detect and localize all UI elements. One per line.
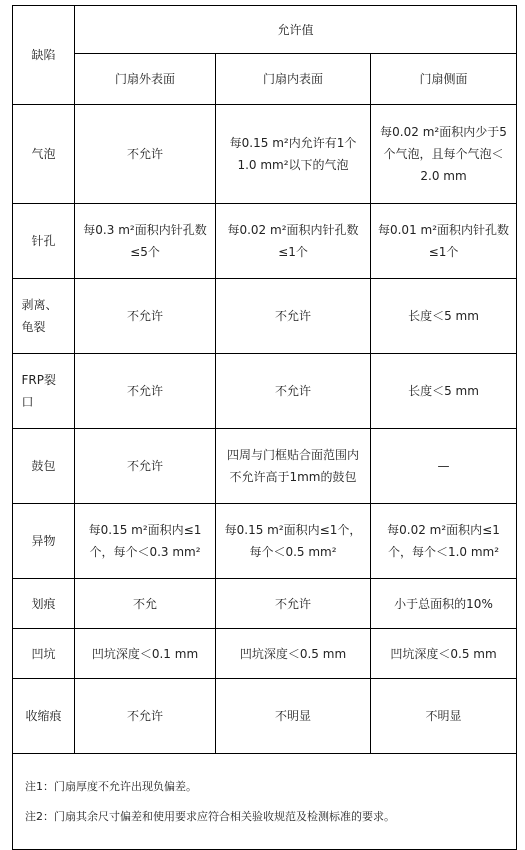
defect-name: 剥离、龟裂 (13, 279, 75, 354)
header-allowed-value: 允许值 (75, 6, 517, 54)
cell-side: 不明显 (371, 679, 517, 754)
cell-side: 每0.01 m²面积内针孔数≤1个 (371, 204, 517, 279)
cell-outer: 不允许 (75, 679, 216, 754)
defect-table (12, 5, 517, 850)
table-row (13, 105, 517, 204)
defect-name: 收缩痕 (13, 679, 75, 754)
header-side-surface: 门扇侧面 (371, 54, 517, 105)
defect-name: FRP裂口 (13, 354, 75, 429)
header-defect: 缺陷 (13, 6, 75, 105)
cell-side: 每0.02 m²面积内少于5个气泡，且每个气泡＜2.0 mm (371, 105, 517, 204)
cell-outer: 不允 (75, 579, 216, 629)
cell-inner: 每0.15 m²内允许有1个1.0 mm²以下的气泡 (216, 105, 371, 204)
table-notes (13, 754, 517, 850)
table-row (13, 429, 517, 504)
cell-outer: 凹坑深度＜0.1 mm (75, 629, 216, 679)
cell-inner: 每0.15 m²面积内≤1个，每个＜0.5 mm² (216, 504, 371, 579)
defect-name: 鼓包 (13, 429, 75, 504)
cell-side: — (371, 429, 517, 504)
defect-name: 异物 (13, 504, 75, 579)
defect-name: 气泡 (13, 105, 75, 204)
table-row (13, 204, 517, 279)
table-row (13, 504, 517, 579)
cell-inner: 凹坑深度＜0.5 mm (216, 629, 371, 679)
cell-outer: 每0.15 m²面积内≤1个，每个＜0.3 mm² (75, 504, 216, 579)
header-outer-surface: 门扇外表面 (75, 54, 216, 105)
cell-inner: 不允许 (216, 579, 371, 629)
cell-side: 凹坑深度＜0.5 mm (371, 629, 517, 679)
cell-inner: 不允许 (216, 279, 371, 354)
defect-name: 针孔 (13, 204, 75, 279)
cell-outer: 不允许 (75, 105, 216, 204)
cell-outer: 不允许 (75, 279, 216, 354)
cell-inner: 四周与门框贴合面范围内不允许高于1mm的鼓包 (216, 429, 371, 504)
table-row (13, 354, 517, 429)
cell-side: 每0.02 m²面积内≤1个，每个＜1.0 mm² (371, 504, 517, 579)
cell-inner: 不明显 (216, 679, 371, 754)
note-1: 注1：门扇厚度不允许出现负偏差。 (25, 779, 197, 793)
defect-name: 凹坑 (13, 629, 75, 679)
note-2: 注2：门扇其余尺寸偏差和使用要求应符合相关验收规范及检测标准的要求。 (25, 809, 395, 823)
cell-outer: 不允许 (75, 429, 216, 504)
cell-inner: 不允许 (216, 354, 371, 429)
table-row (13, 279, 517, 354)
table-row (13, 579, 517, 629)
header-inner-surface: 门扇内表面 (216, 54, 371, 105)
cell-outer: 每0.3 m²面积内针孔数≤5个 (75, 204, 216, 279)
cell-side: 小于总面积的10% (371, 579, 517, 629)
table-row (13, 629, 517, 679)
cell-side: 长度＜5 mm (371, 354, 517, 429)
cell-side: 长度＜5 mm (371, 279, 517, 354)
table-row (13, 679, 517, 754)
defect-name: 划痕 (13, 579, 75, 629)
cell-outer: 不允许 (75, 354, 216, 429)
cell-inner: 每0.02 m²面积内针孔数≤1个 (216, 204, 371, 279)
